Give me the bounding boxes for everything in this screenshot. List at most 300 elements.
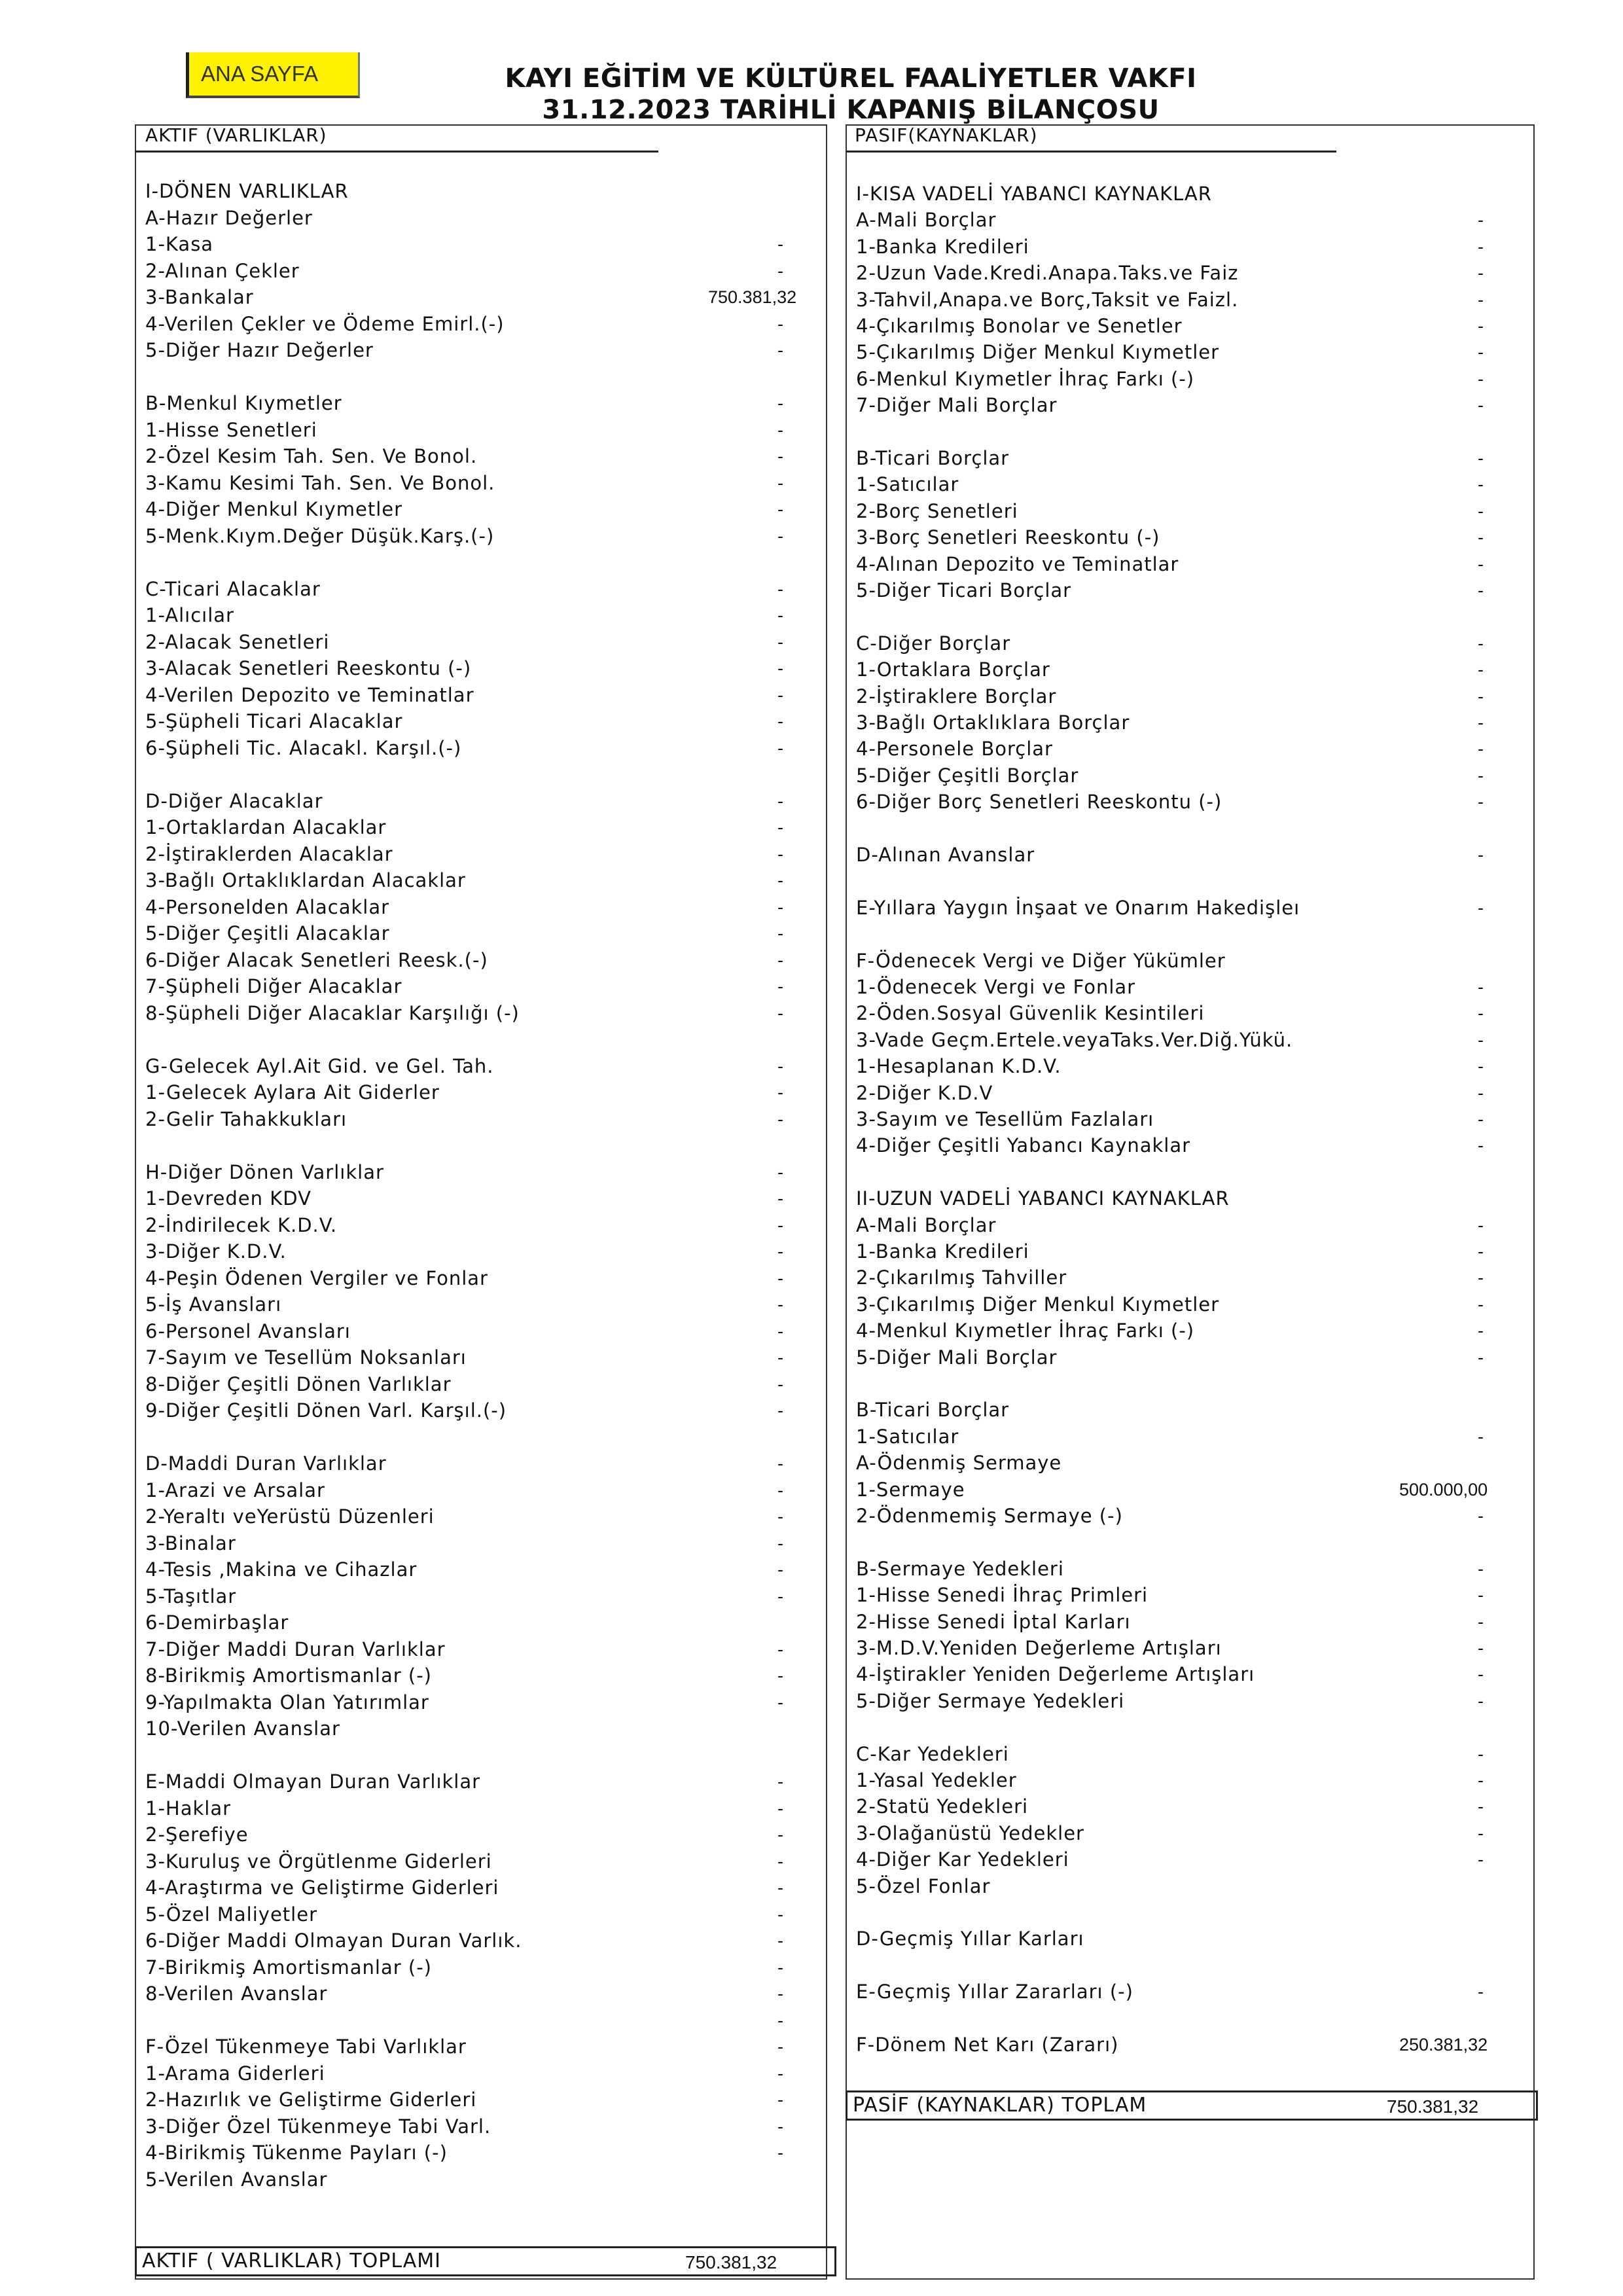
aktif-row <box>145 1079 813 1105</box>
pasif-row <box>856 1529 1524 1555</box>
pasif-row-label: E-Geçmiş Yıllar Zararları (-) <box>856 1981 1133 2003</box>
pasif-row-value: - <box>1478 1242 1484 1261</box>
aktif-header: AKTIF (VARLIKLAR) <box>145 124 327 146</box>
aktif-row-label: E-Maddi Olmayan Duran Varlıklar <box>145 1770 481 1793</box>
aktif-row-value: - <box>777 2143 783 2162</box>
pasif-row-value: - <box>1478 1083 1484 1103</box>
aktif-row <box>145 2007 813 2034</box>
pasif-row <box>856 1767 1524 1793</box>
aktif-row-value: - <box>777 1666 783 1685</box>
pasif-row <box>856 445 1524 471</box>
pasif-row-label: 3-M.D.V.Yeniden Değerleme Artışları <box>856 1637 1222 1659</box>
aktif-row <box>145 1848 813 1874</box>
aktif-row-value: - <box>777 924 783 943</box>
aktif-row <box>145 1583 813 1609</box>
pasif-row-value: - <box>1478 1109 1484 1129</box>
aktif-row-value: - <box>777 1321 783 1341</box>
aktif-row <box>145 549 813 575</box>
aktif-row-label: 5-Taşıtlar <box>145 1585 237 1607</box>
aktif-row-label: 8-Verilen Avanslar <box>145 1982 328 2005</box>
aktif-row <box>145 284 813 310</box>
aktif-row-label: 4-Araştırma ve Geliştirme Giderleri <box>145 1876 499 1899</box>
aktif-row <box>145 496 813 522</box>
aktif-row-label: 9-Yapılmakta Olan Yatırımlar <box>145 1691 429 1713</box>
pasif-row <box>856 1503 1524 1529</box>
aktif-row <box>145 1424 813 1450</box>
aktif-row <box>145 682 813 708</box>
aktif-row <box>145 1981 813 2007</box>
pasif-row <box>856 1371 1524 1397</box>
aktif-row-label: 2-Şerefiye <box>145 1823 249 1846</box>
aktif-row-value: - <box>777 1798 783 1818</box>
pasif-row <box>856 498 1524 524</box>
aktif-row <box>145 1159 813 1185</box>
aktif-row-label: 1-Alıcılar <box>145 604 234 626</box>
document-title <box>425 63 1276 126</box>
aktif-row-label: 4-Birikmiş Tükenme Payları (-) <box>145 2142 448 2164</box>
pasif-row-value: - <box>1478 289 1484 310</box>
pasif-row <box>856 234 1524 260</box>
pasif-row-label: 2-Diğer K.D.V <box>856 1081 993 1104</box>
aktif-row-label: 3-Kuruluş ve Örgütlenme Giderleri <box>145 1850 492 1873</box>
aktif-row <box>145 1795 813 1821</box>
aktif-row <box>145 258 813 284</box>
pasif-row-label: 2-Hisse Senedi İptal Karları <box>856 1610 1131 1633</box>
pasif-row <box>856 313 1524 339</box>
aktif-row <box>145 364 813 390</box>
aktif-row-value: - <box>777 260 783 281</box>
pasif-row <box>856 1238 1524 1265</box>
pasif-row-label: 6-Menkul Kıymetler İhraç Farkı (-) <box>856 367 1195 390</box>
aktif-row-label: 1-Arama Giderleri <box>145 2062 325 2085</box>
aktif-row-value: - <box>777 1401 783 1420</box>
aktif-row-value: - <box>777 1109 783 1129</box>
aktif-row <box>145 2140 813 2166</box>
aktif-row-value: - <box>777 1984 783 2003</box>
pasif-row-label: 2-Uzun Vade.Kredi.Anapa.Taks.ve Faiz <box>856 262 1239 285</box>
aktif-row-value: - <box>777 1825 783 1844</box>
aktif-row <box>145 2060 813 2087</box>
pasif-row-label: 1-Banka Kredileri <box>856 235 1029 258</box>
aktif-row <box>145 973 813 999</box>
aktif-row <box>145 523 813 549</box>
pasif-row <box>856 1635 1524 1661</box>
aktif-row <box>145 1291 813 1318</box>
pasif-row-label: B-Sermaye Yedekleri <box>856 1557 1064 1580</box>
pasif-row-label: 5-Diğer Sermaye Yedekleri <box>856 1689 1125 1712</box>
aktif-row <box>145 814 813 840</box>
pasif-row-label: B-Ticari Borçlar <box>856 1399 1010 1422</box>
pasif-row-label: C-Diğer Borçlar <box>856 632 1011 655</box>
pasif-row-label: 3-Çıkarılmış Diğer Menkul Kıymetler <box>856 1293 1220 1316</box>
pasif-row-label: 2-İştiraklere Borçlar <box>856 685 1057 708</box>
pasif-row <box>856 1132 1524 1158</box>
pasif-row-label: 3-Borç Senetleri Reeskontu (-) <box>856 526 1160 549</box>
pasif-row-value: - <box>1478 633 1484 653</box>
pasif-row-label: 1-Satıcılar <box>856 1425 959 1448</box>
aktif-row-value: - <box>777 685 783 705</box>
aktif-row-label: 7-Sayım ve Tesellüm Noksanları <box>145 1346 467 1369</box>
pasif-row <box>856 1291 1524 1318</box>
pasif-row-value: - <box>1478 1638 1484 1658</box>
aktif-row-label: G-Gelecek Ayl.Ait Gid. ve Gel. Tah. <box>145 1054 494 1077</box>
aktif-row <box>145 1954 813 1981</box>
aktif-row-label: 6-Personel Avansları <box>145 1319 351 1342</box>
aktif-row-value: - <box>777 2010 783 2030</box>
pasif-row <box>856 816 1524 842</box>
pasif-row <box>856 683 1524 709</box>
aktif-row-label: 2-Özel Kesim Tah. Sen. Ve Bonol. <box>145 445 478 467</box>
aktif-row-value: - <box>777 1480 783 1500</box>
aktif-row-value: - <box>777 2037 783 2056</box>
aktif-row <box>145 390 813 416</box>
pasif-row-value: - <box>1478 1558 1484 1579</box>
aktif-row-label: 5-Özel Maliyetler <box>145 1903 317 1926</box>
aktif-row-value: - <box>777 579 783 599</box>
pasif-row-label: 2-Öden.Sosyal Güvenlik Kesintileri <box>856 1002 1205 1025</box>
aktif-row-label: 6-Şüpheli Tic. Alacakl. Karşıl.(-) <box>145 736 462 759</box>
pasif-row-label: 4-Personele Borçlar <box>856 738 1053 761</box>
pasif-row-label: B-Ticari Borçlar <box>856 447 1010 469</box>
pasif-row-value: - <box>1478 210 1484 230</box>
pasif-row-label: 3-Olağanüstü Yedekler <box>856 1821 1084 1844</box>
pasif-row-value: - <box>1478 1823 1484 1843</box>
pasif-row-value: - <box>1478 236 1484 257</box>
pasif-row <box>856 1027 1524 1053</box>
aktif-row <box>145 337 813 363</box>
pasif-row-value: - <box>1478 316 1484 336</box>
aktif-row <box>145 1636 813 1662</box>
pasif-row-value: - <box>1478 528 1484 548</box>
pasif-row <box>856 948 1524 974</box>
aktif-row-label: 4-Verilen Depozito ve Teminatlar <box>145 683 474 706</box>
pasif-row-value: - <box>1478 1850 1484 1870</box>
aktif-row-label: 2-Alacak Senetleri <box>145 630 330 653</box>
pasif-row <box>856 1582 1524 1608</box>
aktif-row <box>145 735 813 761</box>
pasif-row-label: F-Dönem Net Karı (Zararı) <box>856 2034 1119 2056</box>
pasif-row-label: 2-Statü Yedekleri <box>856 1795 1029 1818</box>
aktif-row <box>145 1556 813 1583</box>
pasif-row <box>856 1159 1524 1185</box>
pasif-row <box>856 895 1524 921</box>
aktif-row-value: - <box>777 340 783 360</box>
pasif-row-value: - <box>1478 1506 1484 1526</box>
pasif-row-value: 500.000,00 <box>1399 1479 1488 1499</box>
aktif-row-value: - <box>777 658 783 678</box>
pasif-row <box>856 577 1524 603</box>
pasif-row-value: - <box>1478 1056 1484 1077</box>
pasif-row <box>856 471 1524 497</box>
aktif-row <box>145 1344 813 1371</box>
pasif-row <box>856 524 1524 550</box>
aktif-row-value: - <box>777 499 783 519</box>
pasif-row-label: D-Alınan Avanslar <box>856 844 1035 866</box>
pasif-row-label: 3-Tahvil,Anapa.ve Borç,Taksit ve Faizl. <box>856 288 1239 311</box>
aktif-row-label: 4-Tesis ,Makina ve Cihazlar <box>145 1558 418 1581</box>
title-line-2: 31.12.2023 TARİHLİ KAPANIŞ BİLANÇOSU <box>542 95 1160 125</box>
aktif-row <box>145 1689 813 1715</box>
aktif-row <box>145 1874 813 1901</box>
aktif-row <box>145 1928 813 1954</box>
aktif-row-label: 3-Bağlı Ortaklıklardan Alacaklar <box>145 869 466 891</box>
aktif-row-label: 5-Menk.Kıym.Değer Düşük.Karş.(-) <box>145 524 495 547</box>
aktif-row-label: 8-Diğer Çeşitli Dönen Varlıklar <box>145 1372 452 1395</box>
pasif-row <box>856 419 1524 445</box>
pasif-row <box>856 551 1524 577</box>
pasif-row-value: - <box>1478 554 1484 574</box>
pasif-row <box>856 1344 1524 1371</box>
aktif-row-label: 4-Verilen Çekler ve Ödeme Emirl.(-) <box>145 312 505 335</box>
pasif-row-label: 5-Diğer Mali Borçlar <box>856 1346 1058 1369</box>
pasif-row-label: 3-Sayım ve Tesellüm Fazlaları <box>856 1108 1154 1130</box>
pasif-row <box>856 842 1524 868</box>
aktif-row-label: 5-Diğer Hazır Değerler <box>145 339 374 361</box>
pasif-row-value: - <box>1478 739 1484 759</box>
aktif-row-value: - <box>777 446 783 466</box>
aktif-row <box>145 761 813 787</box>
aktif-row-label: D-Diğer Alacaklar <box>145 789 323 812</box>
aktif-row-value: - <box>777 738 783 758</box>
aktif-row <box>145 1609 813 1636</box>
aktif-row <box>145 1662 813 1689</box>
aktif-row <box>145 655 813 681</box>
pasif-row <box>856 921 1524 947</box>
aktif-row-label: 5-Verilen Avanslar <box>145 2168 328 2191</box>
aktif-row-label: 7-Birikmiş Amortismanlar (-) <box>145 1956 432 1979</box>
pasif-row <box>856 974 1524 1000</box>
pasif-row-label: C-Kar Yedekleri <box>856 1742 1009 1765</box>
aktif-row-value: - <box>777 1003 783 1023</box>
pasif-header-underline <box>846 151 1336 152</box>
aktif-row-value: - <box>777 1083 783 1102</box>
aktif-row-label: 4-Diğer Menkul Kıymetler <box>145 498 403 520</box>
aktif-row-label: 5-Diğer Çeşitli Alacaklar <box>145 922 390 944</box>
aktif-row-label: 2-Yeraltı veYerüstü Düzenleri <box>145 1505 435 1528</box>
aktif-row-label: 1-Gelecek Aylara Ait Giderler <box>145 1081 440 1103</box>
aktif-row-label: 2-Hazırlık ve Geliştirme Giderleri <box>145 2089 477 2111</box>
aktif-row-label: 8-Birikmiş Amortismanlar (-) <box>145 1664 432 1687</box>
aktif-row <box>145 1318 813 1344</box>
aktif-row-value: - <box>777 2090 783 2109</box>
aktif-row-value: - <box>777 1162 783 1182</box>
aktif-row-label: 7-Şüpheli Diğer Alacaklar <box>145 975 402 997</box>
pasif-row-label: A-Mali Borçlar <box>856 209 997 232</box>
pasif-row <box>856 1318 1524 1344</box>
pasif-row <box>856 1926 1524 1952</box>
pasif-row <box>856 1661 1524 1687</box>
pasif-total-label: PASİF (KAYNAKLAR) TOPLAM <box>853 2094 1147 2117</box>
pasif-row-value: - <box>1478 1797 1484 1817</box>
home-button[interactable]: ANA SAYFA <box>186 52 360 98</box>
aktif-row <box>145 947 813 973</box>
aktif-row-value: - <box>777 393 783 413</box>
aktif-row-label: B-Menkul Kıymetler <box>145 392 342 414</box>
pasif-row-value: - <box>1478 1770 1484 1790</box>
pasif-row-label: 3-Vade Geçm.Ertele.veyaTaks.Ver.Diğ.Yükü. <box>856 1028 1293 1051</box>
pasif-row-value: 250.381,32 <box>1399 2035 1488 2054</box>
pasif-row-value: - <box>1478 897 1484 918</box>
pasif-row-value: - <box>1478 1215 1484 1235</box>
aktif-row-value: - <box>777 1957 783 1977</box>
aktif-row <box>145 2087 813 2113</box>
aktif-row-label: D-Maddi Duran Varlıklar <box>145 1452 387 1475</box>
pasif-row-label: 4-Menkul Kıymetler İhraç Farkı (-) <box>856 1319 1195 1342</box>
aktif-row-label: 2-İndirilecek K.D.V. <box>145 1213 338 1236</box>
pasif-row <box>856 709 1524 736</box>
pasif-row <box>856 1265 1524 1291</box>
pasif-row-value: - <box>1478 1426 1484 1446</box>
pasif-row <box>856 1899 1524 1926</box>
pasif-row-value: - <box>1478 395 1484 416</box>
aktif-row <box>145 1450 813 1477</box>
pasif-row-value: - <box>1478 1136 1484 1156</box>
aktif-row-value: - <box>777 526 783 546</box>
pasif-row <box>856 1979 1524 2005</box>
pasif-total-row <box>846 2090 1538 2121</box>
pasif-row <box>856 1080 1524 1106</box>
aktif-row-label: I-DÖNEN VARLIKLAR <box>145 180 349 202</box>
aktif-row-label: 7-Diğer Maddi Duran Varlıklar <box>145 1638 446 1660</box>
pasif-row-label: A-Mali Borçlar <box>856 1213 997 1236</box>
aktif-row-label: 1-Haklar <box>145 1797 232 1820</box>
pasif-row <box>856 260 1524 286</box>
aktif-row-value: - <box>777 1374 783 1394</box>
aktif-row-value: - <box>777 1692 783 1712</box>
aktif-row <box>145 1503 813 1530</box>
pasif-row <box>856 1556 1524 1582</box>
aktif-row <box>145 629 813 655</box>
pasif-row-value: - <box>1478 792 1484 812</box>
aktif-row-label: A-Hazır Değerler <box>145 206 313 229</box>
aktif-row-value: - <box>777 950 783 970</box>
pasif-row-label: F-Ödenecek Vergi ve Diğer Yükümler <box>856 949 1226 972</box>
aktif-row <box>145 1132 813 1158</box>
pasif-row <box>856 181 1524 207</box>
title-line-1: KAYI EĞİTİM VE KÜLTÜREL FAALİYETLER VAKFI <box>505 63 1197 94</box>
aktif-row-label: 6-Diğer Maddi Olmayan Duran Varlık. <box>145 1929 522 1952</box>
pasif-row <box>856 1793 1524 1820</box>
aktif-row-value: - <box>777 1242 783 1261</box>
aktif-row <box>145 231 813 257</box>
aktif-row-value: - <box>777 870 783 890</box>
aktif-row <box>145 1530 813 1556</box>
aktif-row-value: - <box>777 711 783 731</box>
aktif-row <box>145 1000 813 1026</box>
aktif-row-value: - <box>777 1931 783 1950</box>
pasif-row <box>856 1424 1524 1450</box>
pasif-row-value: - <box>1478 713 1484 732</box>
aktif-row <box>145 1901 813 1928</box>
aktif-row-value: - <box>777 1586 783 1606</box>
pasif-row-value: - <box>1478 1982 1484 2002</box>
aktif-row <box>145 1265 813 1291</box>
pasif-row-value: - <box>1478 1003 1484 1024</box>
aktif-row <box>145 205 813 231</box>
pasif-row-value: - <box>1478 475 1484 495</box>
aktif-row-value: - <box>777 1295 783 1314</box>
aktif-row-label: 3-Diğer K.D.V. <box>145 1240 287 1263</box>
pasif-row <box>856 789 1524 815</box>
pasif-row <box>856 339 1524 365</box>
aktif-row <box>145 841 813 867</box>
aktif-row-label: 4-Peşin Ödenen Vergiler ve Fonlar <box>145 1266 488 1289</box>
pasif-row-label: 4-Diğer Çeşitli Yabancı Kaynaklar <box>856 1134 1191 1157</box>
aktif-total-value: 750.381,32 <box>685 2252 777 2272</box>
pasif-row <box>856 2032 1524 2058</box>
pasif-row-value: - <box>1478 1321 1484 1341</box>
aktif-row <box>145 1397 813 1424</box>
aktif-row <box>145 2113 813 2140</box>
aktif-row <box>145 1212 813 1238</box>
pasif-row <box>856 762 1524 789</box>
pasif-row-label: 1-Ortaklara Borçlar <box>856 658 1050 681</box>
aktif-row <box>145 417 813 443</box>
aktif-row-label: 3-Kamu Kesimi Tah. Sen. Ve Bonol. <box>145 471 495 494</box>
aktif-row-value: - <box>777 1189 783 1208</box>
aktif-row-label: 6-Diğer Alacak Senetleri Reesk.(-) <box>145 948 488 971</box>
aktif-row <box>145 1238 813 1265</box>
aktif-row <box>145 2034 813 2060</box>
pasif-row-label: 5-Özel Fonlar <box>856 1874 991 1897</box>
pasif-row-label: E-Yıllara Yaygın İnşaat ve Onarım Hakedişleı <box>856 896 1300 919</box>
pasif-row-value: - <box>1478 501 1484 521</box>
pasif-row <box>856 1609 1524 1635</box>
pasif-row <box>856 2005 1524 2032</box>
aktif-row <box>145 2166 813 2193</box>
aktif-row-value: - <box>777 632 783 652</box>
aktif-row-value: - <box>777 977 783 996</box>
aktif-row <box>145 470 813 496</box>
pasif-row <box>856 287 1524 313</box>
pasif-row-value: - <box>1478 1691 1484 1711</box>
aktif-row <box>145 602 813 628</box>
pasif-row <box>856 392 1524 418</box>
pasif-row-label: 1-Banka Kredileri <box>856 1240 1029 1263</box>
aktif-row-label: 8-Şüpheli Diğer Alacaklar Karşılığı (-) <box>145 1001 520 1024</box>
pasif-row <box>856 1053 1524 1079</box>
pasif-row-value: - <box>1478 263 1484 283</box>
pasif-row-label: 1-Satıcılar <box>856 473 959 496</box>
aktif-row-value: - <box>777 1904 783 1924</box>
aktif-row <box>145 894 813 920</box>
pasif-row-value: - <box>1478 686 1484 706</box>
pasif-row <box>856 1820 1524 1846</box>
pasif-row <box>856 868 1524 894</box>
pasif-row-label: 4-Diğer Kar Yedekleri <box>856 1848 1069 1871</box>
aktif-row <box>145 708 813 734</box>
aktif-row <box>145 1715 813 1742</box>
aktif-row-label: 5-Şüpheli Ticari Alacaklar <box>145 710 403 732</box>
aktif-row-label: F-Özel Tükenmeye Tabi Varlıklar <box>145 2036 467 2058</box>
aktif-row-value: - <box>777 1851 783 1871</box>
aktif-row-label: 1-Kasa <box>145 233 214 255</box>
pasif-row-value: - <box>1478 845 1484 865</box>
pasif-row <box>856 630 1524 656</box>
aktif-row-value: - <box>777 2116 783 2136</box>
pasif-row-value: - <box>1478 1030 1484 1050</box>
pasif-row-label: D-Geçmiş Yıllar Karları <box>856 1928 1084 1950</box>
pasif-row-value: - <box>1478 1268 1484 1288</box>
aktif-row <box>145 1742 813 1768</box>
pasif-row-value: - <box>1478 660 1484 680</box>
aktif-row-label: H-Diğer Dönen Varlıklar <box>145 1160 384 1183</box>
aktif-row <box>145 1053 813 1079</box>
pasif-row <box>856 366 1524 392</box>
pasif-row-label: II-UZUN VADELİ YABANCI KAYNAKLAR <box>856 1187 1230 1210</box>
aktif-row-value: - <box>777 234 783 254</box>
pasif-row-value: - <box>1478 1294 1484 1314</box>
